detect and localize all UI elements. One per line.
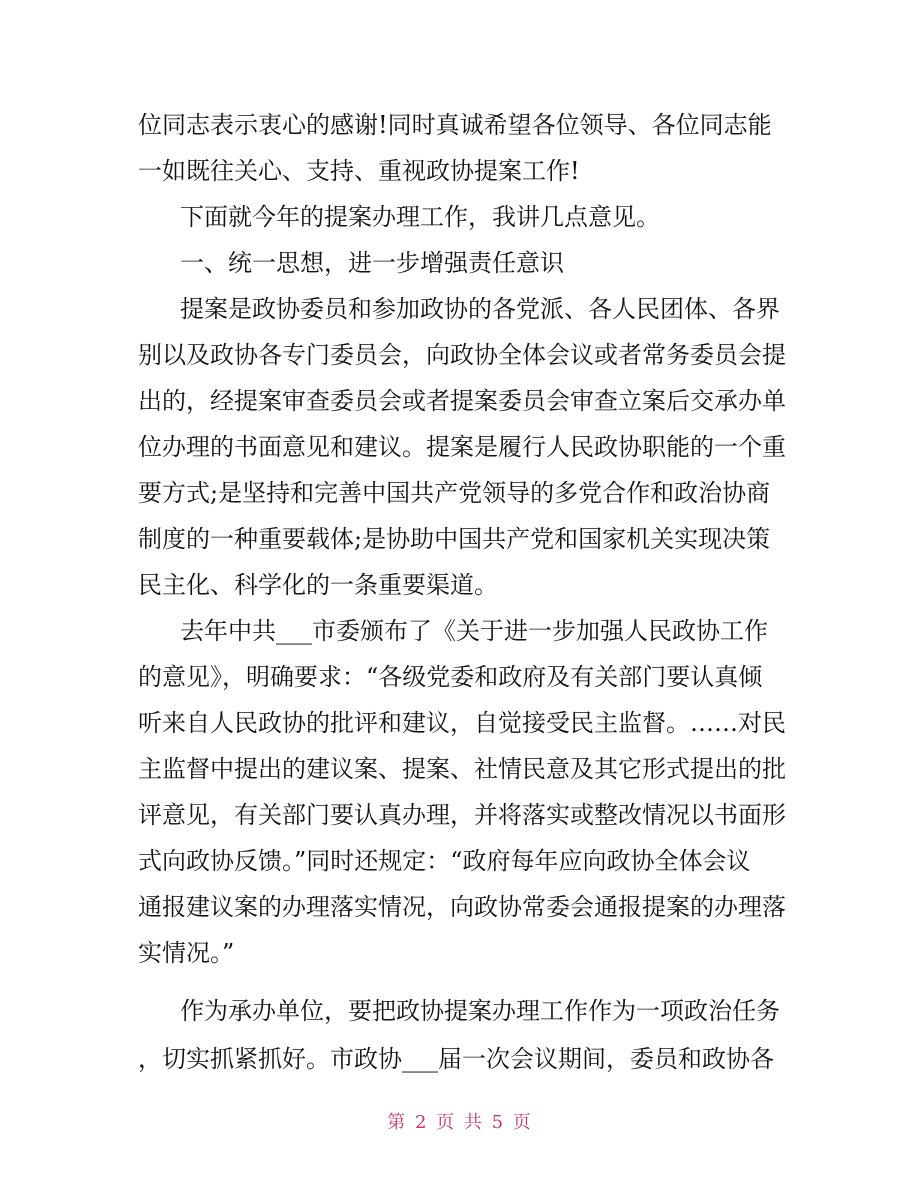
text-line: 一如既往关心、支持、重视政协提案工作! (138, 157, 580, 185)
text-line: 主监督中提出的建议案、提案、社情民意及其它形式提出的批 (138, 755, 786, 783)
text-line: 作为承办单位，要把政协提案办理工作作为一项政治任务 (180, 997, 780, 1025)
text-line: 出的，经提案审查委员会或者提案委员会审查立案后交承办单 (138, 387, 786, 415)
text-line: 位办理的书面意见和建议。提案是履行人民政协职能的一个重 (138, 433, 786, 461)
text-line: 位同志表示衷心的感谢!同时真诚希望各位领导、各位同志能 (138, 111, 772, 139)
text-line: 提案是政协委员和参加政协的各党派、各人民团体、各界 (180, 295, 780, 323)
text-line: 制度的一种重要载体;是协助中国共产党和国家机关实现决策 (138, 525, 771, 553)
text-line: 下面就今年的提案办理工作，我讲几点意见。 (180, 203, 660, 231)
page-number-footer: 第 2 页 共 5 页 (387, 1112, 533, 1133)
text-line: ，切实抓紧抓好。市政协___届一次会议期间，委员和政协各 (138, 1045, 774, 1073)
text-line: 要方式;是坚持和完善中国共产党领导的多党合作和政治协商 (138, 479, 771, 507)
section-heading: 一、统一思想，进一步增强责任意识 (180, 249, 564, 277)
text-line: 的意见》，明确要求：“各级党委和政府及有关部门要认真倾 (138, 663, 763, 691)
text-line: 式向政协反馈。”同时还规定：“政府每年应向政协全体会议 (138, 847, 751, 875)
text-line: 评意见，有关部门要认真办理，并将落实或整改情况以书面形 (138, 801, 786, 829)
text-line: 通报建议案的办理落实情况，向政协常委会通报提案的办理落 (138, 893, 786, 921)
text-line: 实情况。” (138, 939, 235, 967)
text-line: 去年中共___市委颁布了《关于进一步加强人民政协工作 (180, 617, 768, 645)
text-line: 民主化、科学化的一条重要渠道。 (138, 571, 498, 599)
text-line: 听来自人民政协的批评和建议，自觉接受民主监督。……对民 (138, 709, 786, 737)
text-line: 别以及政协各专门委员会，向政协全体会议或者常务委员会提 (138, 341, 786, 369)
